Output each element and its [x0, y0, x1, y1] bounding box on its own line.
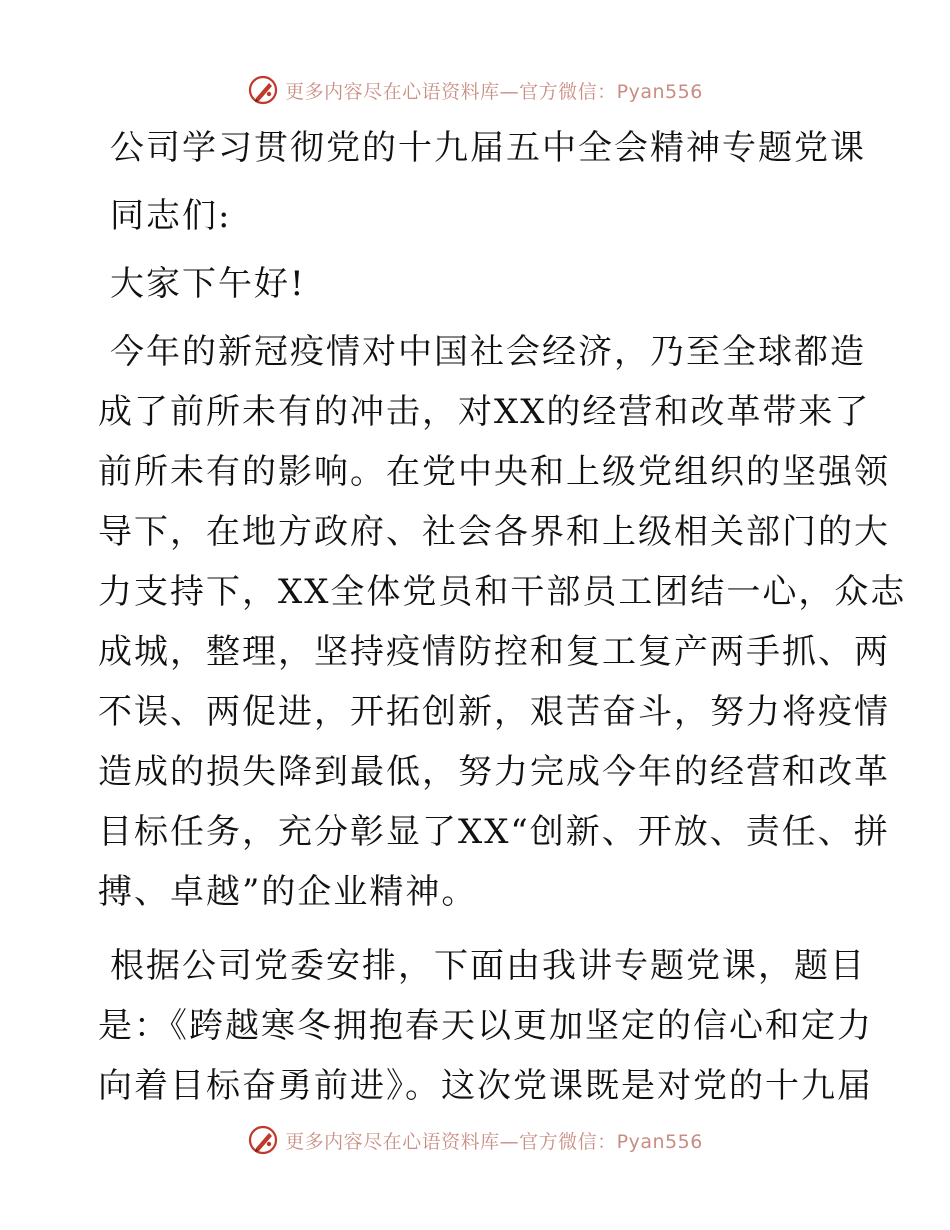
paragraph-line: 不误、两促进，开拓创新，艰苦奋斗，努力将疫情 [98, 692, 890, 732]
pen-logo-icon [247, 74, 279, 106]
paragraph-line: 前所未有的影响。在党中央和上级党组织的坚强领 [98, 452, 890, 492]
watermark-footer [0, 1120, 950, 1160]
document-body [98, 118, 907, 1116]
paragraph-line: 今年的新冠疫情对中国社会经济，乃至全球都造 [110, 332, 866, 372]
salutation: 同志们: [110, 196, 232, 236]
paragraph-line: 是：《跨越寒冬拥抱春天以更加坚定的信心和定力 [98, 1006, 873, 1046]
greeting: 大家下午好! [110, 264, 306, 304]
document-title: 公司学习贯彻党的十九届五中全会精神专题党课 [110, 128, 866, 168]
paragraph-1 [98, 322, 907, 922]
watermark-header [0, 70, 950, 110]
paragraph-line: 目标任务，充分彰显了XX“创新、开放、责任、拼 [98, 812, 890, 852]
paragraph-line: 力支持下，XX全体党员和干部员工团结一心，众志 [98, 572, 907, 612]
watermark-text: 更多内容尽在心语资料库—官方微信：Pyan556 [285, 1130, 703, 1153]
paragraph-line: 搏、卓越”的企业精神。 [98, 872, 478, 912]
paragraph-line: 成了前所未有的冲击，对XX的经营和改革带来了 [98, 392, 871, 432]
paragraph-line: 根据公司党委安排，下面由我讲专题党课，题目 [110, 946, 866, 986]
pen-logo-icon [247, 1124, 279, 1156]
paragraph-line: 成城，整理，坚持疫情防控和复工复产两手抓、两 [98, 632, 890, 672]
watermark-text: 更多内容尽在心语资料库—官方微信：Pyan556 [285, 80, 703, 103]
paragraph-line: 导下，在地方政府、社会各界和上级相关部门的大 [98, 512, 890, 552]
paragraph-line: 造成的损失降到最低，努力完成今年的经营和改革 [98, 752, 890, 792]
paragraph-2 [98, 936, 873, 1116]
paragraph-line: 向着目标奋勇前进》。这次党课既是对党的十九届 [98, 1066, 873, 1106]
